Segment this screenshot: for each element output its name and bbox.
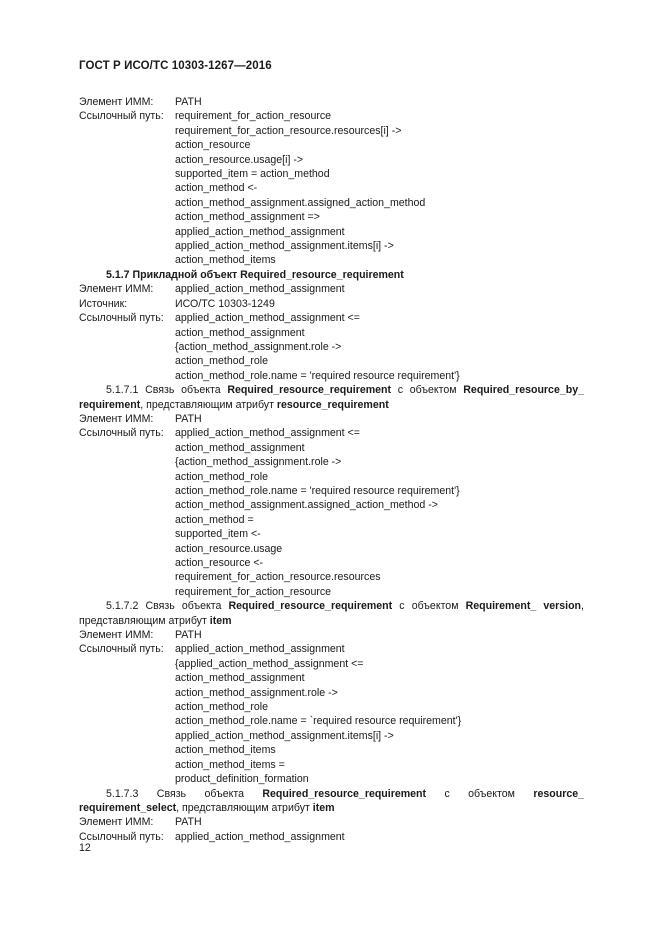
ref-path-line: {applied_action_method_assignment <= xyxy=(175,657,364,670)
ref-path-line: action_method_items = xyxy=(175,758,285,771)
ref-path-line: action_method_assignment xyxy=(175,441,305,454)
ref-path-line: action_resource xyxy=(175,139,251,152)
paragraph-text: с объектом xyxy=(391,384,464,397)
ref-path-line: action_method_assignment xyxy=(175,672,305,685)
imm-element-row xyxy=(79,412,584,426)
subsection-paragraph xyxy=(79,599,584,628)
entity-name: Required_resource_by_ requirement xyxy=(79,384,584,411)
imm-element-row xyxy=(79,95,584,109)
paragraph-text: 5.1.7.2 Связь объекта xyxy=(106,600,229,613)
entity-name: Requirement_ version xyxy=(465,600,582,613)
subsection-paragraph xyxy=(79,383,584,412)
ref-path-line: action_resource <- xyxy=(175,557,264,569)
ref-path-line: applied_action_method_assignment xyxy=(175,643,345,656)
ref-path-label: Ссылочный путь: xyxy=(79,643,164,656)
ref-path-line: supported_item = action_method xyxy=(175,168,330,181)
ref-path-label: Ссылочный путь: xyxy=(79,312,164,325)
ref-path-line: applied_action_method_assignment xyxy=(175,830,345,843)
ref-path-line: action_method_assignment => xyxy=(175,211,320,224)
ref-path-line: action_method_role xyxy=(175,355,269,368)
ref-path-line: applied_action_method_assignment <= xyxy=(175,312,360,325)
ref-path-label: Ссылочный путь: xyxy=(79,830,164,843)
source-label: Источник: xyxy=(79,297,128,310)
ref-path-line: action_method_assignment.assigned_action_method xyxy=(175,196,426,209)
ref-path-line: product_definition_formation xyxy=(175,773,309,786)
imm-element-label: Элемент ИММ: xyxy=(79,412,154,425)
ref-path-line: action_method_assignment.assigned_action_method -> xyxy=(175,499,438,512)
ref-path-line: requirement_for_action_resource.resources[i] -> xyxy=(175,124,402,137)
ref-path-line: applied_action_method_assignment.items[i] -> xyxy=(175,729,394,742)
source-value: ИСО/ТС 10303-1249 xyxy=(175,297,275,310)
paragraph-text: , представляющим атрибут xyxy=(140,398,277,411)
ref-path-line: action_method <- xyxy=(175,182,258,195)
ref-path-line: requirement_for_action_resource.resources xyxy=(175,571,381,584)
ref-path-row xyxy=(79,311,584,325)
imm-element-value: PATH xyxy=(175,412,202,425)
page-number: 12 xyxy=(79,842,91,854)
imm-element-label: Элемент ИММ: xyxy=(79,96,154,108)
ref-path-line: action_method_assignment xyxy=(175,326,305,339)
ref-path-row xyxy=(79,426,584,440)
ref-path-line: applied_action_method_assignment <= xyxy=(175,427,360,440)
entity-name: resource_ requirement_select xyxy=(79,787,584,814)
subsection-paragraph xyxy=(79,787,584,816)
attribute-name: item xyxy=(209,614,232,627)
page-header: ГОСТ Р ИСО/ТС 10303-1267—2016 xyxy=(79,60,272,72)
ref-path-line: {action_method_assignment.role -> xyxy=(175,340,342,353)
paragraph-text: с объектом xyxy=(426,787,534,800)
attribute-name: resource_requirement xyxy=(276,398,389,411)
ref-path-line: requirement_for_action_resource xyxy=(175,585,332,598)
source-row xyxy=(79,297,584,311)
entity-name: Required_resource_requirement xyxy=(262,787,427,800)
ref-path-line: supported_item <- xyxy=(175,528,261,541)
ref-path-row xyxy=(79,830,584,844)
ref-path-line: applied_action_method_assignment.items[i] -> xyxy=(175,240,394,253)
imm-element-value: PATH xyxy=(175,96,202,108)
ref-path-line: action_resource.usage xyxy=(175,542,283,555)
ref-path-row xyxy=(79,642,584,656)
paragraph-text: , представляющим атрибут xyxy=(79,600,584,627)
ref-path-label: Ссылочный путь: xyxy=(79,427,164,440)
ref-path-line: {action_method_assignment.role -> xyxy=(175,456,342,469)
ref-path-label: Ссылочный путь: xyxy=(79,110,164,123)
entity-name: Required_resource_requirement xyxy=(228,600,393,613)
ref-path-row xyxy=(79,109,584,123)
imm-element-value: PATH xyxy=(175,629,202,642)
ref-path-line: action_method_role.name = 'required resource requirement'} xyxy=(175,369,460,382)
ref-path-line: action_resource.usage[i] -> xyxy=(175,153,304,166)
section-heading: 5.1.7 Прикладной объект Required_resource_requirement xyxy=(106,268,404,281)
paragraph-text: с объектом xyxy=(392,600,466,613)
imm-element-label: Элемент ИММ: xyxy=(79,816,154,829)
ref-path-line: action_method_role xyxy=(175,470,269,483)
entity-name: Required_resource_requirement xyxy=(227,384,392,397)
imm-element-value: applied_action_method_assignment xyxy=(175,283,345,296)
imm-element-row xyxy=(79,815,584,829)
imm-element-row xyxy=(79,282,584,296)
document-body xyxy=(79,95,584,844)
ref-path-line: applied_action_method_assignment xyxy=(175,225,345,238)
imm-element-label: Элемент ИММ: xyxy=(79,283,154,296)
ref-path-line: action_method_items xyxy=(175,254,276,267)
paragraph-text: 5.1.7.1 Связь объекта xyxy=(106,384,228,397)
ref-path-line: action_method_role.name = 'required resource requirement'} xyxy=(175,484,460,497)
paragraph-text: , представляющим атрибут xyxy=(176,801,313,814)
imm-element-value: PATH xyxy=(175,816,202,829)
ref-path-line: action_method = xyxy=(175,513,254,526)
ref-path-line: action_method_role.name = `required resource requirement'} xyxy=(175,715,462,728)
ref-path-line: requirement_for_action_resource xyxy=(175,110,332,123)
attribute-name: item xyxy=(312,801,335,814)
ref-path-line: action_method_assignment.role -> xyxy=(175,686,338,699)
ref-path-line: action_method_role xyxy=(175,701,269,714)
ref-path-line: action_method_items xyxy=(175,744,276,757)
imm-element-label: Элемент ИММ: xyxy=(79,629,154,642)
paragraph-text: 5.1.7.3 Связь объекта xyxy=(106,787,263,800)
imm-element-row xyxy=(79,628,584,642)
